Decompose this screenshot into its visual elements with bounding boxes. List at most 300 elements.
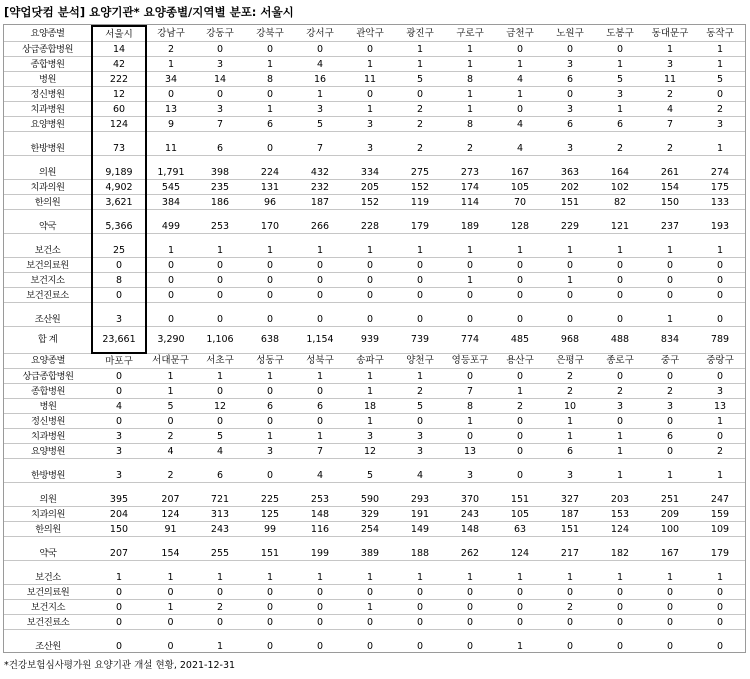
table-cell: 224	[245, 156, 295, 180]
table-cell: 0	[295, 630, 345, 654]
column-header: 강동구	[195, 26, 245, 42]
table-cell: 189	[445, 210, 495, 234]
table-cell: 1	[445, 87, 495, 102]
table-cell: 3	[195, 57, 245, 72]
table-cell: 0	[595, 600, 645, 615]
table-cell: 1	[445, 561, 495, 585]
table-cell: 175	[695, 180, 745, 195]
table-cell: 1	[245, 429, 295, 444]
table-cell: 1	[445, 42, 495, 57]
table-cell: 0	[645, 258, 695, 273]
row-label: 보건의료원	[4, 585, 92, 600]
table-cell: 131	[245, 180, 295, 195]
table-cell: 0	[595, 303, 645, 327]
table-cell: 0	[92, 630, 146, 654]
table-cell: 1	[345, 234, 395, 258]
table-row	[4, 57, 745, 72]
table-cell: 7	[195, 117, 245, 132]
table-row	[4, 507, 745, 522]
table-cell: 148	[295, 507, 345, 522]
table-cell: 0	[695, 615, 745, 630]
table-cell: 191	[395, 507, 445, 522]
table-cell: 1	[595, 459, 645, 483]
table-cell: 293	[395, 483, 445, 507]
table-cell: 0	[245, 87, 295, 102]
table-cell: 1	[295, 429, 345, 444]
table-cell: 273	[445, 156, 495, 180]
total-cell: 1,106	[195, 327, 245, 354]
table-cell: 0	[695, 273, 745, 288]
table-cell: 0	[695, 288, 745, 303]
table-cell: 0	[545, 303, 595, 327]
table-cell: 1	[495, 630, 545, 654]
column-header: 동대문구	[645, 26, 695, 42]
table-cell: 0	[545, 87, 595, 102]
table-cell: 0	[495, 615, 545, 630]
total-cell: 834	[645, 327, 695, 354]
table-cell: 150	[645, 195, 695, 210]
table-cell: 0	[345, 585, 395, 600]
distribution-table-container	[3, 24, 746, 653]
table-cell: 395	[92, 483, 146, 507]
table-cell: 0	[395, 87, 445, 102]
table-cell: 167	[645, 537, 695, 561]
table-cell: 1	[645, 561, 695, 585]
table-cell: 1	[295, 234, 345, 258]
column-header: 성동구	[245, 353, 295, 369]
row-label: 상급종합병원	[4, 369, 92, 384]
table-cell: 2	[545, 384, 595, 399]
table-cell: 3	[92, 444, 146, 459]
table-cell: 159	[695, 507, 745, 522]
table-cell: 0	[545, 288, 595, 303]
table-cell: 0	[645, 414, 695, 429]
table-cell: 1	[245, 57, 295, 72]
table-cell: 1	[395, 561, 445, 585]
table-cell: 0	[645, 288, 695, 303]
table-cell: 0	[295, 288, 345, 303]
row-label: 종합병원	[4, 57, 92, 72]
table-cell: 154	[645, 180, 695, 195]
table-cell: 545	[146, 180, 195, 195]
table-cell: 3	[92, 459, 146, 483]
header-row	[4, 353, 745, 369]
table-cell: 203	[595, 483, 645, 507]
table-cell: 1	[345, 369, 395, 384]
table-cell: 0	[195, 87, 245, 102]
table-cell: 11	[146, 132, 195, 156]
table-cell: 1	[695, 414, 745, 429]
table-cell: 0	[245, 132, 295, 156]
table-cell: 243	[195, 522, 245, 537]
table-cell: 193	[695, 210, 745, 234]
table-cell: 18	[345, 399, 395, 414]
table-cell: 0	[295, 384, 345, 399]
table-cell: 0	[495, 444, 545, 459]
table-cell: 4	[495, 117, 545, 132]
table-row	[4, 459, 745, 483]
table-cell: 251	[645, 483, 695, 507]
table-row	[4, 630, 745, 654]
column-header: 강서구	[295, 26, 345, 42]
table-cell: 1	[295, 561, 345, 585]
table-cell: 16	[295, 72, 345, 87]
table-cell: 1	[645, 42, 695, 57]
table-cell: 0	[495, 459, 545, 483]
table-cell: 3	[395, 444, 445, 459]
table-cell: 6	[545, 72, 595, 87]
table-cell: 0	[595, 585, 645, 600]
table-cell: 0	[295, 414, 345, 429]
table-cell: 0	[395, 600, 445, 615]
table-cell: 0	[595, 615, 645, 630]
table-cell: 327	[545, 483, 595, 507]
table-cell: 1	[695, 42, 745, 57]
table-cell: 7	[295, 132, 345, 156]
table-cell: 2	[445, 132, 495, 156]
table-cell: 124	[595, 522, 645, 537]
table-cell: 0	[146, 87, 195, 102]
row-label: 한방병원	[4, 459, 92, 483]
total-cell: 939	[345, 327, 395, 354]
table-cell: 0	[92, 384, 146, 399]
total-cell: 3,290	[146, 327, 195, 354]
table-cell: 0	[245, 414, 295, 429]
column-header: 송파구	[345, 353, 395, 369]
row-label: 한방병원	[4, 132, 92, 156]
row-label: 치과의원	[4, 507, 92, 522]
table-row	[4, 369, 745, 384]
table-cell: 2	[395, 102, 445, 117]
table-cell: 0	[146, 303, 195, 327]
table-cell: 0	[245, 630, 295, 654]
table-cell: 12	[92, 87, 146, 102]
table-cell: 154	[146, 537, 195, 561]
table-cell: 1	[195, 561, 245, 585]
table-cell: 0	[195, 303, 245, 327]
table-cell: 0	[195, 288, 245, 303]
table-cell: 235	[195, 180, 245, 195]
table-cell: 0	[445, 429, 495, 444]
table-cell: 133	[695, 195, 745, 210]
column-header: 광진구	[395, 26, 445, 42]
table-cell: 10	[545, 399, 595, 414]
column-header: 관악구	[345, 26, 395, 42]
table-cell: 5	[395, 399, 445, 414]
table-cell: 209	[645, 507, 695, 522]
table-cell: 0	[695, 258, 745, 273]
table-cell: 0	[345, 288, 395, 303]
table-cell: 0	[595, 369, 645, 384]
table-cell: 243	[445, 507, 495, 522]
table-cell: 0	[645, 600, 695, 615]
table-row	[4, 429, 745, 444]
table-row	[4, 273, 745, 288]
table-cell: 3	[595, 87, 645, 102]
table-cell: 1	[595, 444, 645, 459]
table-cell: 11	[645, 72, 695, 87]
table-row	[4, 156, 745, 180]
table-cell: 128	[495, 210, 545, 234]
table-cell: 3	[645, 399, 695, 414]
table-cell: 4	[195, 444, 245, 459]
table-cell: 0	[195, 273, 245, 288]
table-cell: 3	[645, 57, 695, 72]
column-header: 양천구	[395, 353, 445, 369]
table-cell: 0	[92, 585, 146, 600]
table-cell: 0	[445, 303, 495, 327]
table-row	[4, 87, 745, 102]
total-cell: 488	[595, 327, 645, 354]
table-row	[4, 72, 745, 87]
table-cell: 1	[595, 102, 645, 117]
row-label: 병원	[4, 72, 92, 87]
column-header: 도봉구	[595, 26, 645, 42]
table-cell: 1	[245, 234, 295, 258]
total-cell: 739	[395, 327, 445, 354]
table-cell: 25	[92, 234, 146, 258]
table-cell: 0	[146, 585, 195, 600]
table-cell: 3	[195, 102, 245, 117]
table-cell: 1	[545, 414, 595, 429]
table-cell: 2	[395, 117, 445, 132]
table-cell: 3	[545, 132, 595, 156]
table-cell: 0	[595, 288, 645, 303]
table-cell: 0	[595, 258, 645, 273]
table-cell: 9,189	[92, 156, 146, 180]
table-cell: 3	[595, 399, 645, 414]
table-cell: 99	[245, 522, 295, 537]
table-cell: 6	[645, 429, 695, 444]
row-label: 약국	[4, 537, 92, 561]
table-cell: 1	[595, 429, 645, 444]
table-cell: 0	[645, 273, 695, 288]
table-cell: 114	[445, 195, 495, 210]
table-cell: 0	[545, 42, 595, 57]
table-row	[4, 561, 745, 585]
table-cell: 6	[545, 117, 595, 132]
table-cell: 1	[146, 600, 195, 615]
table-cell: 0	[146, 630, 195, 654]
table-cell: 432	[295, 156, 345, 180]
row-label: 보건지소	[4, 273, 92, 288]
table-cell: 0	[345, 630, 395, 654]
table-cell: 182	[595, 537, 645, 561]
table-cell: 149	[395, 522, 445, 537]
table-cell: 4	[295, 459, 345, 483]
table-row	[4, 210, 745, 234]
table-cell: 7	[445, 384, 495, 399]
table-cell: 0	[345, 273, 395, 288]
table-cell: 102	[595, 180, 645, 195]
table-cell: 1	[345, 600, 395, 615]
table-cell: 3	[695, 117, 745, 132]
table-cell: 1	[645, 234, 695, 258]
table-cell: 0	[245, 459, 295, 483]
table-cell: 9	[146, 117, 195, 132]
table-cell: 4	[495, 72, 545, 87]
table-cell: 116	[295, 522, 345, 537]
table-row	[4, 195, 745, 210]
row-label: 정신병원	[4, 87, 92, 102]
table-cell: 313	[195, 507, 245, 522]
table-cell: 0	[345, 615, 395, 630]
table-cell: 0	[495, 414, 545, 429]
total-label: 합 계	[4, 327, 92, 354]
table-cell: 0	[445, 630, 495, 654]
table-cell: 202	[545, 180, 595, 195]
row-label: 의원	[4, 156, 92, 180]
table-cell: 329	[345, 507, 395, 522]
table-cell: 187	[295, 195, 345, 210]
table-cell: 0	[295, 258, 345, 273]
table-cell: 3	[92, 429, 146, 444]
table-cell: 1	[245, 102, 295, 117]
table-cell: 229	[545, 210, 595, 234]
table-cell: 5	[146, 399, 195, 414]
table-cell: 363	[545, 156, 595, 180]
table-cell: 4,902	[92, 180, 146, 195]
table-cell: 1	[695, 57, 745, 72]
table-cell: 152	[395, 180, 445, 195]
table-cell: 8	[245, 72, 295, 87]
table-cell: 261	[645, 156, 695, 180]
table-cell: 1	[445, 273, 495, 288]
column-header: 용산구	[495, 353, 545, 369]
table-cell: 3	[545, 57, 595, 72]
total-cell: 774	[445, 327, 495, 354]
table-cell: 14	[195, 72, 245, 87]
row-label: 조산원	[4, 630, 92, 654]
column-header: 영등포구	[445, 353, 495, 369]
table-cell: 1	[445, 414, 495, 429]
table-cell: 187	[545, 507, 595, 522]
row-label: 보건진료소	[4, 288, 92, 303]
table-cell: 0	[195, 615, 245, 630]
table-cell: 179	[395, 210, 445, 234]
table-cell: 0	[195, 258, 245, 273]
table-cell: 384	[146, 195, 195, 210]
row-label: 한의원	[4, 522, 92, 537]
table-cell: 0	[445, 615, 495, 630]
total-cell: 1,154	[295, 327, 345, 354]
table-cell: 222	[92, 72, 146, 87]
row-label: 보건의료원	[4, 258, 92, 273]
table-cell: 0	[92, 258, 146, 273]
table-cell: 721	[195, 483, 245, 507]
table-cell: 334	[345, 156, 395, 180]
table-cell: 1	[545, 273, 595, 288]
table-cell: 499	[146, 210, 195, 234]
table-cell: 164	[595, 156, 645, 180]
table-cell: 255	[195, 537, 245, 561]
table-cell: 60	[92, 102, 146, 117]
table-cell: 82	[595, 195, 645, 210]
table-cell: 186	[195, 195, 245, 210]
table-cell: 153	[595, 507, 645, 522]
table-cell: 1	[595, 234, 645, 258]
header-label: 요양종별	[4, 26, 92, 42]
table-cell: 6	[295, 399, 345, 414]
table-cell: 5	[295, 117, 345, 132]
table-cell: 398	[195, 156, 245, 180]
table-cell: 0	[245, 384, 295, 399]
table-row	[4, 399, 745, 414]
table-cell: 151	[245, 537, 295, 561]
table-cell: 1	[146, 369, 195, 384]
table-cell: 1	[445, 102, 495, 117]
table-cell: 1	[245, 369, 295, 384]
column-header: 마포구	[92, 353, 146, 369]
table-cell: 0	[445, 585, 495, 600]
table-cell: 1	[195, 630, 245, 654]
table-cell: 6	[245, 117, 295, 132]
table-cell: 1	[395, 42, 445, 57]
table-cell: 14	[92, 42, 146, 57]
table-cell: 199	[295, 537, 345, 561]
table-cell: 1	[495, 384, 545, 399]
table-cell: 0	[645, 585, 695, 600]
table-row	[4, 180, 745, 195]
table-cell: 0	[545, 630, 595, 654]
table-cell: 8	[445, 72, 495, 87]
table-cell: 0	[495, 102, 545, 117]
table-cell: 2	[195, 600, 245, 615]
table-cell: 1	[345, 384, 395, 399]
row-label: 보건소	[4, 561, 92, 585]
table-cell: 124	[495, 537, 545, 561]
table-cell: 3	[92, 303, 146, 327]
header-row	[4, 26, 745, 42]
table-cell: 2	[146, 459, 195, 483]
table-cell: 207	[146, 483, 195, 507]
table-cell: 1	[545, 561, 595, 585]
column-header: 동작구	[695, 26, 745, 42]
column-header: 성북구	[295, 353, 345, 369]
table-cell: 0	[245, 600, 295, 615]
table-row	[4, 483, 745, 507]
table-cell: 204	[92, 507, 146, 522]
table-cell: 0	[146, 615, 195, 630]
table-cell: 0	[395, 258, 445, 273]
table-cell: 0	[195, 414, 245, 429]
table-cell: 2	[395, 384, 445, 399]
table-cell: 5	[395, 72, 445, 87]
table-row	[4, 600, 745, 615]
table-cell: 262	[445, 537, 495, 561]
table-cell: 0	[295, 615, 345, 630]
table-cell: 13	[146, 102, 195, 117]
table-cell: 0	[395, 585, 445, 600]
table-cell: 2	[146, 42, 195, 57]
table-cell: 0	[495, 585, 545, 600]
table-row	[4, 288, 745, 303]
table-cell: 0	[695, 87, 745, 102]
table-cell: 3	[245, 444, 295, 459]
table-cell: 105	[495, 507, 545, 522]
column-header: 중랑구	[695, 353, 745, 369]
table-cell: 1	[695, 132, 745, 156]
row-label: 요양병원	[4, 117, 92, 132]
row-label: 정신병원	[4, 414, 92, 429]
table-row	[4, 384, 745, 399]
table-cell: 0	[146, 288, 195, 303]
table-cell: 0	[195, 42, 245, 57]
table-cell: 0	[495, 288, 545, 303]
table-cell: 0	[295, 273, 345, 288]
table-cell: 6	[545, 444, 595, 459]
table-cell: 3	[545, 459, 595, 483]
